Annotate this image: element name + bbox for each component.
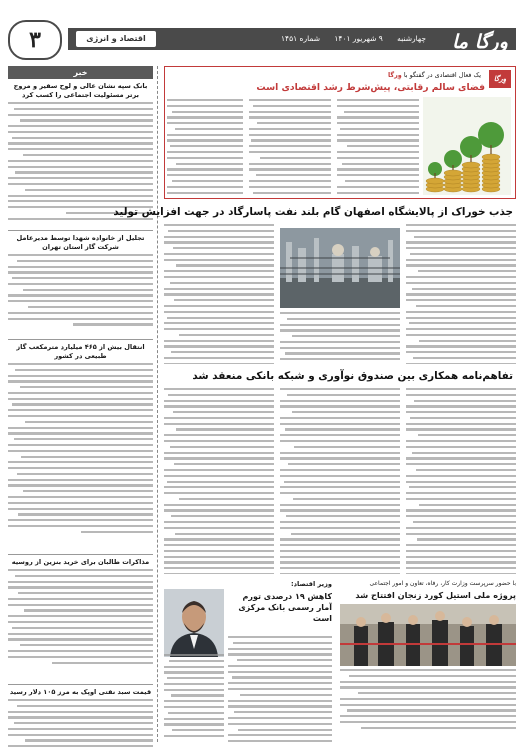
sidebar-item-body [8,363,153,551]
coins-tree-illustration [423,97,511,195]
refinery-illustration [280,228,400,308]
divider [8,684,153,685]
feature-column [337,99,419,195]
sidebar-item-title: تجلیل از خانواده شهدا توسط مدیرعامل شرکت گاز استان تهران [16,234,145,251]
coins-tree-photo [423,97,511,195]
article-column [280,312,400,364]
refinery-photo [280,228,400,308]
header-issue: شماره ۱۴۵۱ [281,34,320,43]
newspaper-logo: وِرگا ما [452,31,508,53]
news-sidebar [8,66,158,742]
article-body [228,636,332,742]
header-date-text: ۹ شهریور ۱۴۰۱ [334,34,383,43]
header-date [269,28,426,50]
page-number: ۳ [8,20,62,60]
section-label: اقتصاد و انرژی [76,31,156,47]
divider [8,554,153,555]
article-minister [164,580,332,742]
feature-box [164,66,516,199]
portrait-illustration [164,589,224,657]
divider [8,230,153,231]
article-column [280,388,400,574]
article-column [406,224,516,364]
brand-logo: وِرگا [489,70,511,88]
project-kicker: با حضور سرپرست وزارت کار، رفاه، تعاون و امور اجتماعی [369,580,516,587]
ceremony-illustration [340,604,516,666]
header-day: چهارشنبه [397,34,426,43]
feature-kicker-brand: وِرگا [388,71,402,79]
header-strip [68,28,516,53]
sidebar-item-body [8,569,153,681]
feature-kicker-prefix: یک فعال اقتصادی در گفتگو با [403,71,481,79]
sidebar-item-title: انتقال بیش از ۴۶۵ میلیارد مترمکعب گاز طبیعی در کشور [16,343,145,360]
project-title: پروژه ملی استیل کورد زنجان افتتاح شد [355,590,516,600]
bottom-row [164,580,516,742]
feature-title: فضای سالم رقابتی، پیش‌شرط رشد اقتصادی است [256,82,485,93]
page-header [8,20,516,60]
article-column [164,388,274,574]
minister-title: کاهش ۱۹ درصدی تورم آمار رسمی بانک مرکزی است [238,592,332,623]
article-body [164,654,224,742]
sidebar-item-title: قیمت سبد نفتی اوپک به مرز ۱۰۵ دلار رسید [9,688,152,696]
headline-steel: جذب خوراک از پالایشگاه اصفهان گام بلند نفت پاسارگاد در جهت افزایش تولید [113,206,513,218]
feature-column [249,99,331,195]
headline-fund: تفاهم‌نامه همکاری بین صندوق نوآوری و شبکه بانکی منعقد شد [192,370,513,382]
sidebar-item-title: بانک سپه نشان عالی و لوح سفیر و مروج برتر مسئولیت اجتماعی را کسب کرد [13,82,148,99]
article-fund [164,388,516,574]
article-column [164,224,274,364]
article-project [340,580,516,742]
sidebar-item-title: مذاکرات طالبان برای خرید بنزین از روسیه [11,558,150,566]
article-column [406,388,516,574]
sidebar-item-body [8,699,153,750]
article-steel [164,224,516,364]
sidebar-item-body [8,254,153,336]
sidebar-heading: خبر [8,66,153,79]
feature-column [167,99,243,195]
article-body [340,669,516,733]
opening-ceremony-photo [340,604,516,666]
feature-kicker [388,71,481,79]
minister-photo [164,589,224,657]
divider [8,339,153,340]
minister-kicker: وزیر اقتصاد: [290,580,332,588]
